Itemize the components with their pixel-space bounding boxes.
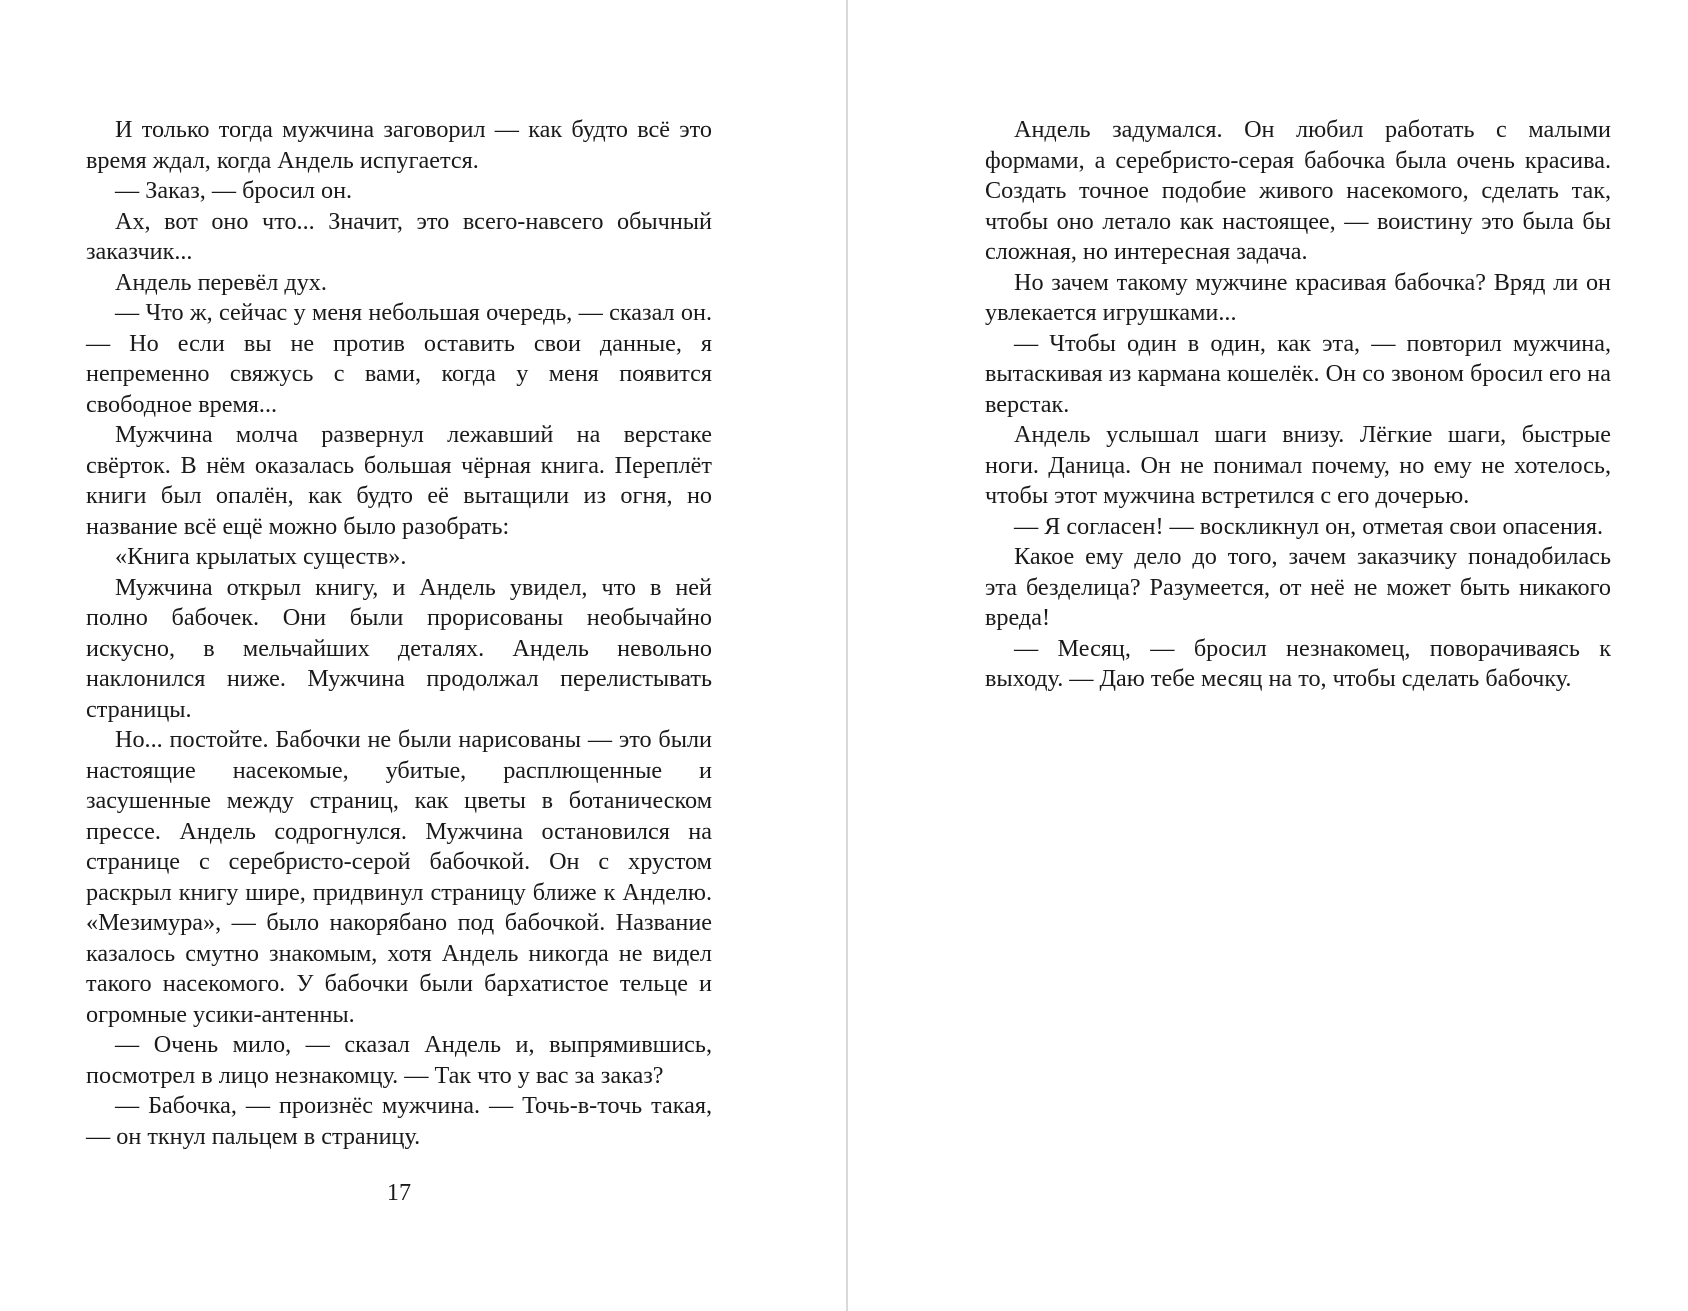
left-paragraph-6: Мужчина молча развернул лежавший на верстаке свёрток. В нём оказалась большая чёрная книга. Переплёт книги был опалён, как будто её вытащили из огня, но название всё ещё можно было разобрать: [86, 421, 712, 540]
left-paragraph-11: — Бабочка, — произнёс мужчина. — Точь-в-точь такая, — он ткнул пальцем в страницу. [86, 1092, 712, 1150]
right-paragraph-6: Какое ему дело до того, зачем заказчику понадобилась эта безделица? Разумеется, от неё не может быть никакого вреда! [985, 543, 1611, 631]
right-paragraph-7: — Месяц, — бросил незнакомец, поворачиваясь к выходу. — Даю тебе месяц на то, чтобы сделать бабочку. [985, 634, 1611, 692]
left-page [86, 115, 712, 1152]
left-paragraph-8: Мужчина открыл книгу, и Андель увидел, что в ней полно бабочек. Они были прорисованы необычайно искусно, в мельчайших деталях. Андель невольно наклонился ниже. Мужчина продолжал перелистывать страницы. [86, 573, 712, 723]
left-paragraph-2: — Заказ, — бросил он. [115, 177, 353, 204]
left-paragraph-1: И только тогда мужчина заговорил — как будто всё это время ждал, когда Андель испугается. [86, 116, 712, 174]
right-paragraph-1: Андель задумался. Он любил работать с малыми формами, а серебристо-серая бабочка была очень красива. Создать точное подобие живого насекомого, сделать так, чтобы оно летало как настоящее, — воистину это была бы сложная, но интересная задача. [985, 116, 1611, 265]
right-paragraph-5: — Я согласен! — воскликнул он, отметая свои опасения. [1014, 512, 1604, 540]
right-paragraph-2: Но зачем такому мужчине красивая бабочка? Вряд ли он увлекается игрушками... [985, 268, 1611, 326]
left-paragraph-7: «Книга крылатых существ». [115, 543, 407, 570]
right-paragraph-4: Андель услышал шаги внизу. Лёгкие шаги, быстрые ноги. Даница. Он не понимал почему, но ему не хотелось, чтобы этот мужчина встретился с его дочерью. [985, 421, 1611, 509]
page-number: 17 [386, 1179, 412, 1206]
book-gutter [846, 0, 848, 1311]
left-paragraph-9: Но... постойте. Бабочки не были нарисованы — это были настоящие насекомые, убитые, расплющенные и засушенные между страниц, как цветы в ботаническом прессе. Андель содрогнулся. Мужчина остановился на странице с серебристо-серой бабочкой. Он с хрустом раскрыл книгу шире, придвинул страницу ближе к Анделю. «Мезимура», — было накорябано под бабочкой. Название казалось смутно знакомым, хотя Андель никогда не видел такого насекомого. У бабочки были бархатистое тельце и огромные усики-антенны. [86, 726, 712, 1028]
left-paragraph-3: Ах, вот оно что... Значит, это всего-навсего обычный заказчик... [86, 207, 712, 265]
right-page [985, 115, 1611, 695]
right-paragraph-3: — Чтобы один в один, как эта, — повторил мужчина, вытаскивая из кармана кошелёк. Он со звоном бросил его на верстак. [985, 329, 1611, 418]
left-paragraph-10: — Очень мило, — сказал Андель и, выпрямившись, посмотрел в лицо незнакомцу. — Так что у вас за заказ? [86, 1031, 712, 1089]
left-paragraph-5: — Что ж, сейчас у меня небольшая очередь, — сказал он. — Но если вы не против оставить свои данные, я непременно свяжусь с вами, когда у меня появится свободное время... [86, 299, 712, 418]
left-paragraph-4: Андель перевёл дух. [115, 268, 327, 296]
